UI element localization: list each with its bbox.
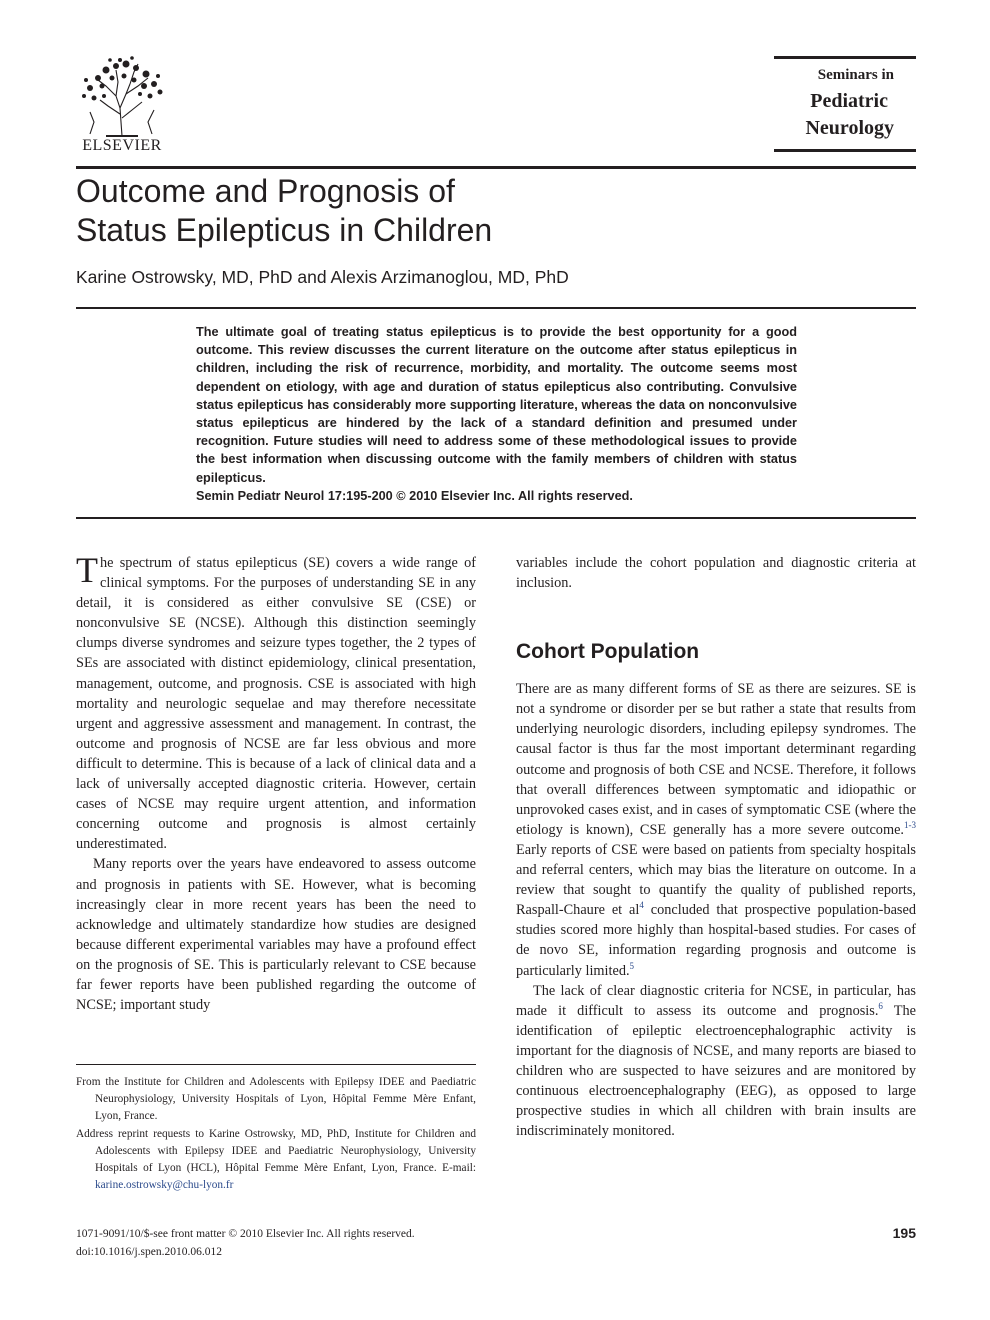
abstract-citation: Semin Pediatr Neurol 17:195-200 © 2010 Elsevier Inc. All rights reserved.: [196, 488, 633, 503]
abstract-rule-top: [76, 307, 916, 309]
article-title-line1: Outcome and Prognosis of: [76, 173, 455, 209]
journal-masthead: [774, 56, 916, 152]
body-paragraph-2: Many reports over the years have endeavored to assess outcome and prognosis in patients with SE. However, what is becoming increasingly clear in more recent years has been the need to acknowledge and ultimately standardize how studies are designed because different experimental variables may have a profound effect on the prognosis of SE. This is particularly relevant to CSE because far fewer reports have been published regarding the outcome of NCSE; important study: [76, 856, 476, 1014]
article-title: [76, 172, 916, 250]
body-paragraph-1-text: he spectrum of status epilepticus (SE) covers a wide range of clinical symptoms. For the purposes of understanding SE in any detail, it is considered as either convulsive SE (CSE) or nonconvulsive SE (NCSE). Although this distinction seemingly clumps diverse syndromes and seizure types together, the 2 types of SEs are associated with distinct epidemiology, clinical presentation, management, outcome, and prognosis. CSE is associated with high mortality and neurologic sequelae and may therefore necessitate urgent and aggressive assessment and management. In contrast, the outcome and prognosis of NCSE are far less obvious and more difficult to determine. This is because of a lack of clinical data and a lack of universally accepted diagnostic criteria. However, certain cases of NCSE may require urgent attention, and information concerning outcome and prognosis is almost certainly underestimated.: [76, 555, 476, 853]
body-paragraph-4-part-c: concluded that prospective population-based studies scored more highly than hospital-based studies. For cases of de novo SE, information regarding prognosis and outcome is particularly limited.: [516, 902, 916, 979]
footnote-address-text: Address reprint requests to Karine Ostrowsky, MD, PhD, Institute for Children and Adolescents with Epilepsy IDEE and Paediatric Neurophysiology, University Hospitals of Lyon (HCL), Hôpital Femme Mère Enfant, Lyon, France. E-mail:: [76, 1128, 476, 1174]
elsevier-tree-icon: [76, 56, 168, 138]
body-paragraph-5-part-b: The identification of epileptic electroencephalographic activity is important for the diagnosis of NCSE, and many reports are biased to children who are suspected to have seizures and are monitored by continuous electroencephalography (EEG), as opposed to large prospective studies in which all children with brain insults are indiscriminately monitored.: [516, 1002, 916, 1140]
section-heading-cohort-population: Cohort Population: [516, 640, 700, 664]
citation-ref[interactable]: 4: [639, 900, 644, 911]
publisher-name: ELSEVIER: [82, 137, 162, 154]
body-paragraph-4: [516, 679, 916, 980]
body-paragraph-3: variables include the cohort population and diagnostic criteria at inclusion.: [516, 555, 916, 592]
footnote-address: [76, 1126, 476, 1194]
body-column-left: [76, 550, 476, 1015]
citation-ref[interactable]: 6: [878, 1000, 883, 1011]
journal-name-line3: Neurology: [805, 117, 894, 139]
body-paragraph-5-part-a: The lack of clear diagnostic criteria for NCSE, in particular, has made it difficult to assess its outcome and prognosis.: [516, 982, 916, 1019]
footnote-affiliation: From the Institute for Children and Adolescents with Epilepsy IDEE and Paediatric Neurophysiology, University Hospitals of Lyon, Hôpital Femme Mère Enfant, Lyon, France.: [76, 1076, 476, 1122]
body-paragraph-5: [516, 981, 916, 1142]
footnotes: [76, 1074, 476, 1195]
email-link[interactable]: karine.ostrowsky@chu-lyon.fr: [95, 1179, 234, 1191]
article-authors: Karine Ostrowsky, MD, PhD and Alexis Arzimanoglou, MD, PhD: [76, 267, 569, 287]
page-footer: [76, 1226, 536, 1261]
masthead-rule-bottom: [774, 149, 916, 152]
footnote-divider: [76, 1064, 476, 1065]
header-divider: [76, 166, 916, 169]
footer-doi[interactable]: doi:10.1016/j.spen.2010.06.012: [76, 1245, 222, 1258]
article-title-line2: Status Epilepticus in Children: [76, 212, 493, 248]
footer-issn: 1071-9091/10/$-see front matter © 2010 Elsevier Inc. All rights reserved.: [76, 1228, 415, 1240]
abstract-block: [196, 323, 797, 505]
page-number: 195: [892, 1225, 916, 1241]
drop-cap: T: [76, 550, 98, 590]
abstract-rule-bottom: [76, 517, 916, 519]
citation-ref[interactable]: 5: [629, 960, 635, 971]
journal-name-line1: Seminars in: [817, 67, 894, 83]
body-paragraph-1: [76, 550, 476, 854]
masthead-rule-top: [774, 56, 916, 59]
journal-name-line2: Pediatric: [810, 90, 888, 112]
body-paragraph-4-part-a: There are as many different forms of SE as there are seizures. SE is not a syndrome or disorder per se but rather a state that results from underlying neurologic disorders, including epilepsy syndromes. The causal factor is thus far the most important determinant regarding outcome and prognosis of both CSE and NCSE. Therefore, it follows that overall differences between symptomatic and idiopathic or unprovoked cases exist, and in cases of symptomatic CSE (where the etiology is known), CSE generally has a more severe outcome.: [516, 681, 916, 838]
abstract-text: The ultimate goal of treating status epilepticus is to provide the best opportunity for a good outcome. This review discusses the current literature on the outcome after status epilepticus in children, including the risk of recurrence, morbidity, and mortality. The outcome seems most dependent on etiology, with age and duration of status epilepticus also contributing. Convulsive status epilepticus has considerably more supporting literature, whereas the data on nonconvulsive status epilepticus are hindered by the lack of a standard definition and presumed under recognition. Future studies will need to address some of these methodological issues to provide the best information when discussing outcome with the family members of children with status epilepticus.: [196, 325, 797, 485]
body-paragraph-4-part-b: Early reports of CSE were based on patients from specialty hospitals and referral centers, which may bias the literature on outcome. In a review that sought to quantify the quality of published reports, Raspall-Chaure et al: [516, 841, 916, 919]
citation-ref[interactable]: 1-3: [904, 820, 916, 831]
body-column-right: [516, 553, 916, 1141]
